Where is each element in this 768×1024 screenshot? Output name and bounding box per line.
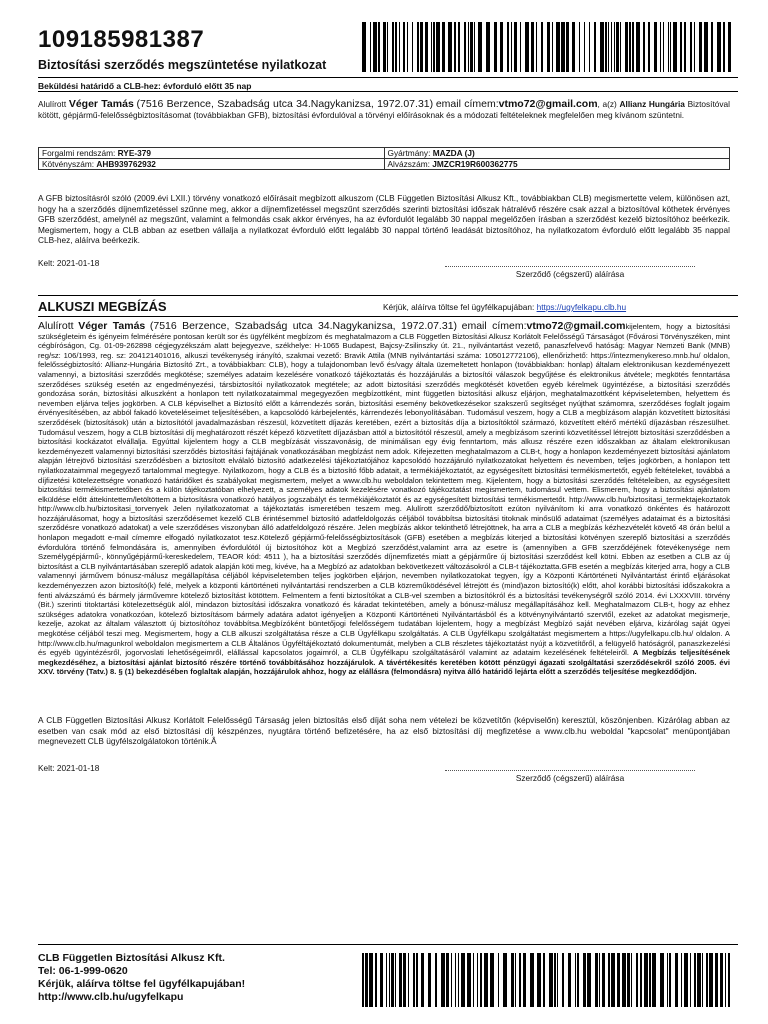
mandate-heading-divider	[38, 316, 738, 317]
mandate-heading: ALKUSZI MEGBÍZÁS	[38, 299, 167, 314]
declarant-name: Véger Tamás	[68, 98, 134, 110]
footer-phone: Tel: 06-1-999-0620	[38, 965, 128, 977]
plate-label: Forgalmi rendszám:	[42, 148, 116, 158]
make-cell	[384, 148, 730, 159]
signature-line-1[interactable]	[445, 266, 695, 267]
signature-line-2[interactable]	[445, 770, 695, 771]
mandate-prefix: Alulírott	[38, 320, 74, 332]
declarant-address: (7516 Berzence, Szabadság utca 34.Nagykanizsa, 1972.07.31)	[136, 98, 434, 110]
plate-cell	[39, 148, 385, 159]
policy-value: AHB939762932	[96, 159, 156, 169]
document-title: Biztosítási szerződés megszüntetése nyilatkozat	[38, 58, 327, 72]
chassis-label: Alvázszám:	[387, 159, 430, 169]
barcode-top	[362, 22, 732, 72]
mandate-name: Véger Tamás	[78, 320, 146, 332]
make-label: Gyártmány:	[387, 148, 431, 158]
insurer-connector: , a(z)	[597, 99, 617, 109]
mandate-top-divider	[38, 295, 738, 296]
date-2: Kelt: 2021-01-18	[38, 763, 100, 773]
declaration-text: Biztosítóval kötött, gépjármű-felelősségbiztosításomat (továbbiakban GFB), biztosítási évfordulóval a törvényi előírásoknak és a módozati feltételeknek megfelelően meg kívánom szüntetni.	[38, 99, 731, 120]
policy-cell	[39, 159, 385, 170]
signature-label-2: Szerződő (cégszerű) aláírása	[515, 773, 625, 783]
mandate-body	[38, 322, 730, 677]
mandate-text: kijelentem, hogy a biztosítási szükségleteim és igényeim felmérésére pontosan került sor és ügyfélként megbízom és meghatalmazom a CLB Független Biztosítási Alkusz Korlátolt Felelősségű Társaságot (Fővárosi Törvényszéken, mint cégbíróságon, Cg. 01-09-262898 cégjegyzékszám alatt bejegyezve, székhelye: H-1065 Budapest, Bajcsy-Zsilinszky út. 21., nyilvántartást vezető, panaszfelvevő hatóság: Magyar Nemzeti Bank (MNB) reg/sz: 106/1993, reg. sz: 204121401016, alkuszi tevékenység irányító, szakmai vezető: Bravik Attila (MNB nyilvántartási száma: 105012772106), ellenőrizhető: https://intezmenykereso.mnb.hu/ oldalon, felelősségbiztosító: Allianz-Hungária Biztosító Zrt., a továbbiakban: CLB), hogy a tulajdonomban levő és/vagy általa üzemeltetett honlapon (továbbiakban: honlap) általam elektronikusan kezdeményezett valamennyi, a biztosítási szerződés megkötése; személyes adataim kezelésére vonatkozó tájékoztatás és hozzájárulás a biztosítói válaszok begyűjtése és elektronikus átvétele; megkötés fenntartása szerződéses szükség esetén az engedményezési, társbiztosítói nyilatkozatok megtétele; az adott biztosítási szerződés megkötését követően egyéb kérelmek ügyintézése, a biztosítási szerződés gondozása során, biztosítási alkuszként a honlapon tett nyilatkozataimmal megegyezően megbízottként, mint független biztosítási alkusz eljárjon, meghatalmazottként képviseletemben, helyettem és nevemben eljárva teljes jogkörben. A CLB képviselhet a Biztosító előtt a kárrendezés során, biztosítási esemény bekövetkezésekor szakszerű segítséget nyújthat számomra, szerződéses foglalt jogaim érvényesítésében, az abból fakadó követeléseimet teljesítésében, a kapcsolódó kárbejelentés, kárrendezés lebonyolításában. Tudomásul veszem, hogy a CLB a megbízásom alapján közvetített biztosítási szerződések (biztosítások) után a biztosítótól javadalmazásban részesül, közvetített díjazás keretében, ezért a biztosítás díja a biztosítóktól származó, közvetített eltérő mértékű díjazásban részesülhet. Tudomásul veszem, hogy a CLB biztosítási díj meghatározott részét képező közvetített díjazásban attól a biztosítótól részesül, amely a megbízásom szerinti közvetítéssel létrejött biztosítási szerződésben a biztosítási kockázatot elvállalja. Egyúttal kijelentem hogy a CLB megbízását visszavonásig, de minimálisan egy évig fenntartom, más alkusz részére ezen időszakban az általam elektronikusan kezdeményezett valamennyi biztosítási szerződés biztosítási fajtájának vonatkozásában megbízást nem adok. Kifejezetten meghatalmazom a CLB-t, hogy a honlapon kezdeményezett biztosítási ajánlatom alapján létrejövő biztosítási szerződésben a biztosított elválaló biztosító adatkezelési tájékoztatójához kapcsolódó hozzájáruló nyilatkozatokat helyettem és nevemben, teljes jogkörben, a honlapon tett nyilatkozataimmal megegyező tartalommal megtegye. Nyilatkozom, hogy a CLB és a biztosító főbb adatait, a termékiájékoztatót, az egységesített biztosítási termékismertetőt, egyéb feltételeket, továbbá a díjfizetési kötelezettségre vonatkozó határidőket és szabályokat megismertem, melyet a www.clb.hu weboldalon tekintettem meg. Kijelentem, hogy a biztosítási szerződés feltételeiben, az egységesített biztosítási termékismertetőben és a külön tájékoztatóban elhelyezett, a személyes adatok kezelésére vonatkozó tájékoztatást megismertem, tudomásul vettem. Elismerem, hogy a biztosítási ajánlatom elküldése előtt áttekintettem/letöltöttem a biztosításra vonatkozó hatályos jogszabályt és termékiájékoztatót és az egységesített biztosítási termékismertetőt. http://www.clb.hu/biztositasi_termektajekoztatok http://www.clb.hu/biztositasi_torvenyek Jelen nyilatkozatomat a tájékoztatás ismeretében teszem meg. Alulírott szerződő/biztosított ezúton nyilvánítom ki arra vonatkozó önkéntes és határozott hozzájárulásomat, hogy a biztosítási szerződésemet kezelő CLB érintésemmel biztosító adatfeldolgozás céljából továbbítsa biztosítási titoknak minősülő adataimat (személyes adataimat és a biztosítási szerződésre vonatkozó adatokat) a vele szerződéses viszonyban álló adatfeldolgozó részére. Jelen megbízás akkor tekinthető létrejöttnek, ha arra a CLB a megbízás kézhezvételét követő 48 órán belül a honlapon megadott e-mail címemre elfogadó nyilatkozatot tesz.Kötelező gépjármű-felelősségbiztosítások (GFB) esetében a megbízás kiterjed a biztosítási kötvényen szereplő biztosítási a szerződés évfordulóra történő felmondására is, amennyiben évfordulótól új biztosítóhoz köt a Megbízó szerződést,valamint arra az esetre is (amennyiben a GFB szerződéjének fötevékenysége nem Személygépjármű-, könnyűgépjármű-kereskedelem, TEAOR kód: 4511 ), ha a biztosítási szerződés díjnemfizetés miatt a gépjárműre új biztosítási szerződést kell kötni. Ebben az esetben a CLB az új biztosítást a CLB nyilvántartásában szereplő adatok alapján köti meg, kivéve, ha a Megbízó az adatokban bekövetkezett változásokról a CLB-t tájékoztatta.GFB esetén a megbízás kiterjed arra, hogy a CLB valamennyi járművem bónusz-málusz megállapítása céljából képviseletemben teljes jogkörben eljárjon, nevemben nyilatkozatokat tegyen, így a Központi Kártörténeti Nyilvántartást érintő eljárásokat kezdeményezzen azon biztosító(k) felé, melyek a központi kártörténeti nyilvántartási rendszerben a CLB közreműködésével létrejött és (mind)azon biztosító(k) előtt, ahol korábbi biztosítási időszakokra a fenti alvázszámú és bármely járművemre kötelező biztosítást kötöttem. Felmentem a fenti biztosítókat a CLB-vel szemben a biztosítókról és a biztosítási tevékenységről szóló 2014. évi LXXXVIII. törvény (Bit.) szerinti titoktartási kötelezettségük alól, mindazon biztosítási időszakra vonatkozó és káradat tekintetében, amely a bónusz-málusz megállapításához kell. Meghatalmazom CLB-t, hogy az ehhez szükséges adatokra vonatkozóan, kötelező biztosításom bármely adatára adatot igényeljen a Központi Kártörténeti Nyilvántartásból és a kötvénynyilvántartó szervtől, ezeket az adatokat megismerje, kezelje, azokat az általam választott új biztosítóhoz továbbítsa.Megbízóként büntetőjogi felelősségem tudatában kijelentem, hogy a megbízást Megbízó saját nevében eljárva, kizárólag saját ügyei megkötése céljából teszi meg. Megismertem, hogy a CLB alkuszi szolgáltatása része a CLB Ügyfélkapu szolgáltatás. A CLB Ügyfélkapu szolgáltatást megismertem a https://ugyfelkapu.clb.hu/ oldalon. A http://www.clb.hu/magunkrol weboldalon megismertem a CLB Általános Ügyféltájékoztató dokumentumát, melyben a CLB részletes tájékoztatást nyújt a közvetítőről, a felügyelő hatóságról, panaszkezelési és egyéb ügyintézésről, jogorvoslati lehetőségeimről, elállással kapcsolatos jogaimról, a CLB Ügyfélkapu szolgáltatásáról valamint az adataim kezelésének feltételeiről.	[38, 322, 730, 658]
footer-contact	[38, 952, 245, 1004]
email-label: email címem:	[435, 98, 499, 110]
mandate-consent: A Megbízás teljesítésének megkezdéséhez, a biztosítási ajánlat biztosító részére történő továbbításához hozzájárulok. A távértékesítés keretében kötött pénzügyi ágazati szolgáltatási szerződésekről szóló 2005. évi XXV. törvény (Tatv.) 8. § (1) bekezdésében foglaltak alapján, hozzájárulok ahhoz, hogy az elállásra (felmondásra) nyitva álló határidő lejárta előtt a szerződés teljesítése megkezdődjön.	[38, 648, 730, 677]
deadline-divider	[38, 91, 738, 92]
upload-hint-text: Kérjük, aláírva töltse fel ügyfélkapujában:	[383, 302, 535, 312]
declaration-prefix: Alulírott	[38, 99, 67, 109]
policy-label: Kötvényszám:	[42, 159, 95, 169]
document-number: 109185981387	[38, 26, 205, 53]
plate-value: RYE-379	[117, 148, 151, 158]
chassis-cell	[384, 159, 730, 170]
mandate-email: vtmo72@gmail.com	[526, 320, 626, 332]
mandate-email-label: email címem:	[461, 320, 527, 332]
footer-divider	[38, 944, 738, 945]
footer-upload-note: Kérjük, aláírva töltse fel ügyfélkapujában!	[38, 978, 246, 990]
declarant-email: vtmo72@gmail.com	[498, 98, 598, 110]
barcode-bar	[731, 22, 732, 72]
footer-portal-url: http://www.clb.hu/ugyfelkapu	[38, 991, 184, 1003]
mandate-upload-hint	[383, 302, 626, 312]
termination-declaration	[38, 99, 730, 120]
first-premium-notice: A CLB Független Biztosítási Alkusz Korlátolt Felelősségű Társaság jelen biztosítás első díját soha nem vételezi be közvetítőn (képviselőn) keresztül, köszönjenben. Kizárólag abban az esetben van csak mód az első biztosítási díj készpénzes, nyugtára történő befizetésére, ha az első biztosítási díj megfizetése a www.clb.hu weboldal "kapcsolat" menüpontjában megnevezett CLB ügyfélszolgálatokon történik.Â	[38, 715, 730, 747]
footer-company: CLB Független Biztosítási Alkusz Kft.	[38, 952, 225, 964]
header-divider	[38, 77, 738, 78]
barcode-bar	[730, 953, 732, 1007]
client-portal-link[interactable]: https://ugyfelkapu.clb.hu	[536, 302, 627, 312]
gfb-paragraph: A GFB biztosításról szóló (2009.évi LXII.) törvény vonatkozó előírásait megbízott alkuszom (CLB Független Biztosítási Alkusz Kft., továbbiakban CLB) megismertette velem, különösen azt, hogy ha a szerződés díjnemfizetéssel szűnne meg, akkor a díjnemfizetéssel megszűnt szerződés szerinti biztosítási időszak hátralévő részére csak azzal a biztosítóval köthetek érvényes GFB szerződést, amelynél az megszűnt, valamint a felmondás csak akkor érvényes, ha az évfordulót legalább 30 nappal megelőzően írásban a szerződést kezelő biztosítóhoz beérkezik. Megismertem, hogy a CLB abban az esetben vállalja a nyilatkozat évforduló előtt legalább 30 nappal történő leadását biztosítóhoz, ha nyilatkozatom évforduló előtt legalább 35 nappal CLB-hez, aláírva beérkezik.	[38, 193, 730, 246]
signature-label-1: Szerződő (cégszerű) aláírása	[515, 269, 625, 279]
insurer-name: Allianz Hungária	[619, 99, 685, 109]
mandate-address: (7516 Berzence, Szabadság utca 34.Nagykanizsa, 1972.07.31)	[149, 320, 458, 332]
barcode-bottom	[362, 953, 732, 1007]
submission-deadline: Beküldési határidő a CLB-hez: évforduló előtt 35 nap	[38, 81, 252, 91]
chassis-value: JMZCR19R600362775	[432, 159, 518, 169]
vehicle-table	[38, 147, 730, 170]
date-1: Kelt: 2021-01-18	[38, 258, 100, 268]
make-value: MAZDA (J)	[432, 148, 475, 158]
